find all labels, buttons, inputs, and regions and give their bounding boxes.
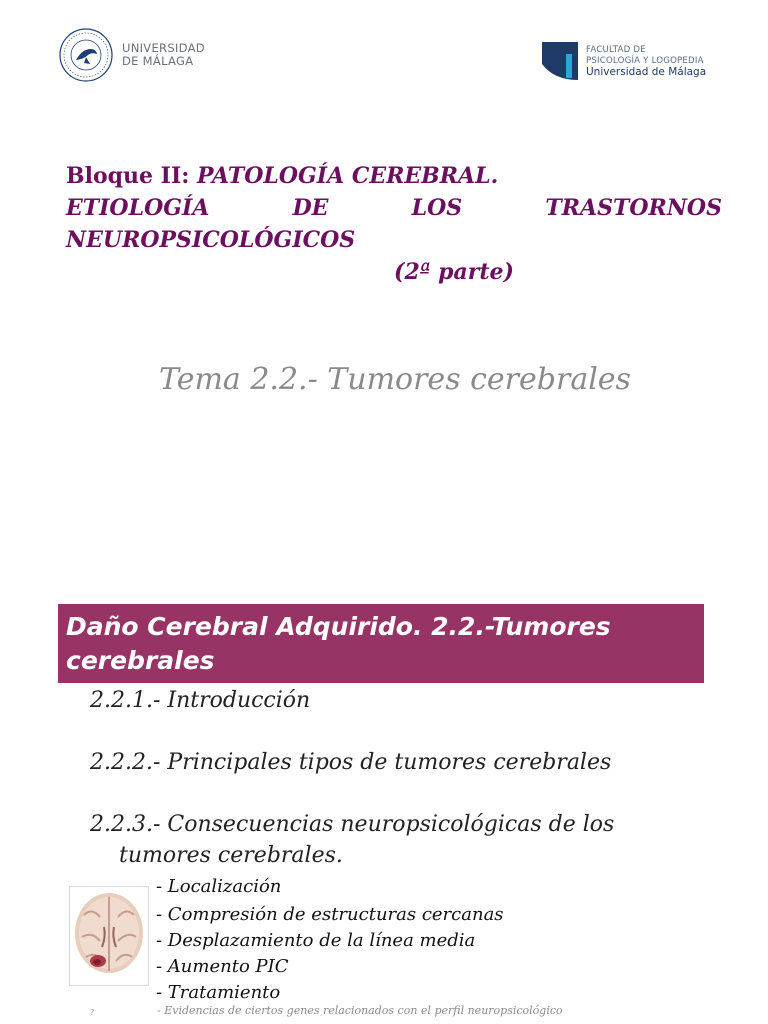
faculty-name-line1: FACULTAD DE — [586, 44, 646, 55]
block-title-word: TRASTORNOS — [545, 195, 722, 221]
university-logo — [58, 26, 218, 84]
block-title-part: (2ª parte) — [394, 259, 514, 285]
block-title-line1 — [66, 160, 722, 192]
sub-item: - Compresión de estructuras cercanas — [156, 904, 504, 925]
brain-illustration — [70, 887, 148, 985]
outline-item: 2.2.1.- Introducción — [90, 688, 311, 713]
university-name-line2: DE MÁLAGA — [122, 54, 194, 68]
block-title-topic: PATOLOGÍA CEREBRAL. — [197, 163, 499, 189]
block-title — [66, 160, 722, 288]
sub-item: - Desplazamiento de la línea media — [156, 930, 476, 951]
sub-item: - Tratamiento — [156, 982, 281, 1003]
block-title-lead: Bloque II: — [66, 163, 190, 189]
block-title-line2 — [66, 192, 722, 224]
section-banner — [58, 604, 704, 683]
slide-number: ? — [90, 1008, 95, 1017]
footnote: - Evidencias de ciertos genes relacionados con el perfil neuropsicológico — [157, 1004, 563, 1017]
sub-item: - Aumento PIC — [156, 956, 289, 977]
faculty-logo — [540, 38, 720, 84]
topic-heading: Tema 2.2.- Tumores cerebrales — [159, 362, 631, 397]
brain-scan-image — [69, 886, 149, 986]
faculty-mark-icon — [540, 40, 580, 82]
faculty-name — [586, 45, 706, 78]
section-banner-line2: cerebrales — [66, 646, 215, 675]
block-title-word: LOS — [411, 195, 463, 221]
block-title-word: DE — [292, 195, 329, 221]
block-title-line3: NEUROPSICOLÓGICOS — [66, 227, 356, 253]
faculty-university-line: Universidad de Málaga — [586, 65, 707, 78]
university-name-line1: UNIVERSIDAD — [122, 41, 205, 55]
university-name — [122, 42, 205, 68]
outline-item: 2.2.3.- Consecuencias neuropsicológicas de los — [90, 812, 615, 837]
sub-item: - Localización — [156, 876, 282, 897]
section-banner-line1: Daño Cerebral Adquirido. 2.2.-Tumores — [66, 612, 611, 641]
outline-item-continuation: tumores cerebrales. — [119, 843, 343, 868]
university-seal-icon — [58, 27, 114, 83]
faculty-name-line2: PSICOLOGÍA Y LOGOPEDIA — [586, 55, 704, 66]
outline-item: 2.2.2.- Principales tipos de tumores cerebrales — [90, 750, 612, 775]
block-title-word: ETIOLOGÍA — [66, 195, 210, 221]
